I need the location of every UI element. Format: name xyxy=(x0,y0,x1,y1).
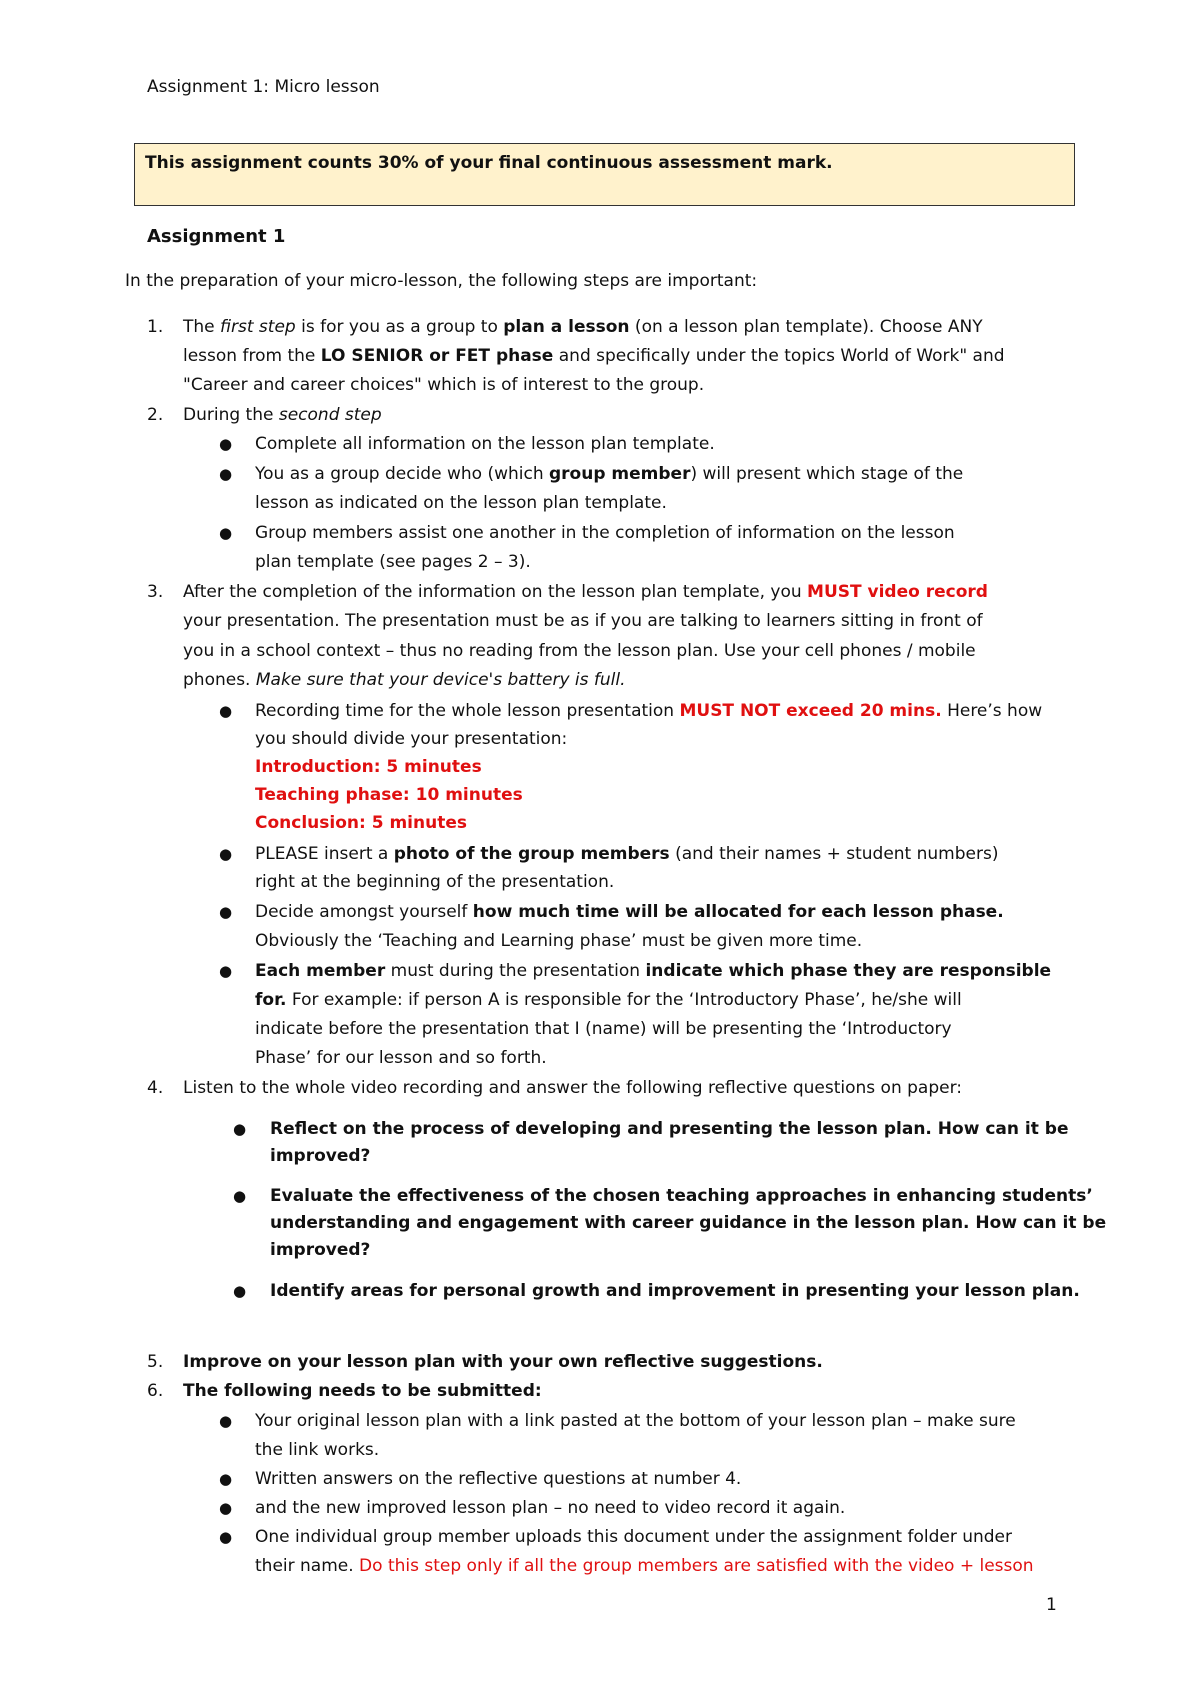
bullet-dot-icon: ● xyxy=(219,435,233,453)
bullet-dot-icon: ● xyxy=(219,903,233,921)
bullet-dot-icon: ● xyxy=(219,1499,233,1517)
step-4-line-1: Listen to the whole video recording and answer the following reflective questions on paper: xyxy=(183,1078,963,1098)
reflective-question-2-line-3: improved? xyxy=(270,1240,371,1260)
step-6-number: 6. xyxy=(147,1381,164,1401)
bullet-dot-icon: ● xyxy=(233,1120,247,1138)
step-2-bullet-1: Complete all information on the lesson plan template. xyxy=(255,434,715,454)
step-1-line-3: "Career and career choices" which is of interest to the group. xyxy=(183,375,705,395)
step-3-line-3: you in a school context – thus no reading from the lesson plan. Use your cell phones / mobile xyxy=(183,641,976,661)
time-teaching-phase: Teaching phase: 10 minutes xyxy=(255,785,523,805)
step-3-bullet-3-cont: Obviously the ‘Teaching and Learning phase’ must be given more time. xyxy=(255,931,863,951)
step-6-line-1: The following needs to be submitted: xyxy=(183,1381,542,1401)
step-3-bullet-1-cont: you should divide your presentation: xyxy=(255,729,568,749)
step-6-bullet-3: and the new improved lesson plan – no need to video record it again. xyxy=(255,1498,846,1518)
time-introduction: Introduction: 5 minutes xyxy=(255,757,482,777)
step-3-bullet-4: Each member must during the presentation indicate which phase they are responsible xyxy=(255,961,1052,981)
bullet-dot-icon: ● xyxy=(219,465,233,483)
page-header-title: Assignment 1: Micro lesson xyxy=(147,77,380,97)
reflective-question-2: Evaluate the effectiveness of the chosen teaching approaches in enhancing students’ xyxy=(270,1186,1093,1206)
step-3-line-1: After the completion of the information on the lesson plan template, you MUST video record xyxy=(183,582,988,602)
step-3-bullet-3: Decide amongst yourself how much time will be allocated for each lesson phase. xyxy=(255,902,1004,922)
time-conclusion: Conclusion: 5 minutes xyxy=(255,813,467,833)
step-3-line-2: your presentation. The presentation must be as if you are talking to learners sitting in front of xyxy=(183,611,983,631)
step-2-number: 2. xyxy=(147,405,164,425)
step-3-line-4: phones. Make sure that your device's battery is full. xyxy=(183,670,626,690)
step-5-text: Improve on your lesson plan with your own reflective suggestions. xyxy=(183,1352,823,1372)
step-2-bullet-3-cont: plan template (see pages 2 – 3). xyxy=(255,552,531,572)
step-1-number: 1. xyxy=(147,317,164,337)
reflective-question-3: Identify areas for personal growth and improvement in presenting your lesson plan. xyxy=(270,1281,1080,1301)
step-5-number: 5. xyxy=(147,1352,164,1372)
step-2-bullet-2-cont: lesson as indicated on the lesson plan template. xyxy=(255,493,667,513)
bullet-dot-icon: ● xyxy=(233,1282,247,1300)
reflective-question-2-line-2: understanding and engagement with career guidance in the lesson plan. How can it be xyxy=(270,1213,1107,1233)
bullet-dot-icon: ● xyxy=(233,1187,247,1205)
step-6-bullet-1: Your original lesson plan with a link pasted at the bottom of your lesson plan – make sure xyxy=(255,1411,1016,1431)
intro-text: In the preparation of your micro-lesson, the following steps are important: xyxy=(125,271,758,291)
step-3-bullet-2-cont: right at the beginning of the presentation. xyxy=(255,872,615,892)
step-1-line-1: The first step is for you as a group to plan a lesson (on a lesson plan template). Choose ANY xyxy=(183,317,983,337)
step-6-bullet-4-cont: their name. Do this step only if all the group members are satisfied with the video + lesson xyxy=(255,1556,1034,1576)
step-6-bullet-1-cont: the link works. xyxy=(255,1440,380,1460)
notice-box xyxy=(134,143,1075,206)
step-2-line-1: During the second step xyxy=(183,405,382,425)
step-1-line-2: lesson from the LO SENIOR or FET phase and specifically under the topics World of Work" and xyxy=(183,346,1005,366)
bullet-dot-icon: ● xyxy=(219,1528,233,1546)
bullet-dot-icon: ● xyxy=(219,702,233,720)
step-6-bullet-4: One individual group member uploads this document under the assignment folder under xyxy=(255,1527,1012,1547)
bullet-dot-icon: ● xyxy=(219,1412,233,1430)
step-3-bullet-4-line-3: indicate before the presentation that I (name) will be presenting the ‘Introductory xyxy=(255,1019,952,1039)
step-4-number: 4. xyxy=(147,1078,164,1098)
bullet-dot-icon: ● xyxy=(219,845,233,863)
reflective-question-1-cont: improved? xyxy=(270,1146,371,1166)
notice-text: This assignment counts 30% of your final continuous assessment mark. xyxy=(145,153,833,173)
step-2-bullet-2: You as a group decide who (which group member) will present which stage of the xyxy=(255,464,964,484)
step-6-bullet-2: Written answers on the reflective questions at number 4. xyxy=(255,1469,742,1489)
step-2-bullet-3: Group members assist one another in the completion of information on the lesson xyxy=(255,523,955,543)
step-3-bullet-2: PLEASE insert a photo of the group members (and their names + student numbers) xyxy=(255,844,999,864)
step-3-bullet-4-line-2: for. For example: if person A is responsible for the ‘Introductory Phase’, he/she will xyxy=(255,990,962,1010)
page-number: 1 xyxy=(1046,1595,1057,1615)
reflective-question-1: Reflect on the process of developing and presenting the lesson plan. How can it be xyxy=(270,1119,1069,1139)
step-3-bullet-1: Recording time for the whole lesson presentation MUST NOT exceed 20 mins. Here’s how xyxy=(255,701,1043,721)
step-3-bullet-4-line-4: Phase’ for our lesson and so forth. xyxy=(255,1048,547,1068)
assignment-heading: Assignment 1 xyxy=(147,226,286,247)
bullet-dot-icon: ● xyxy=(219,1470,233,1488)
bullet-dot-icon: ● xyxy=(219,962,233,980)
bullet-dot-icon: ● xyxy=(219,524,233,542)
step-3-number: 3. xyxy=(147,582,164,602)
